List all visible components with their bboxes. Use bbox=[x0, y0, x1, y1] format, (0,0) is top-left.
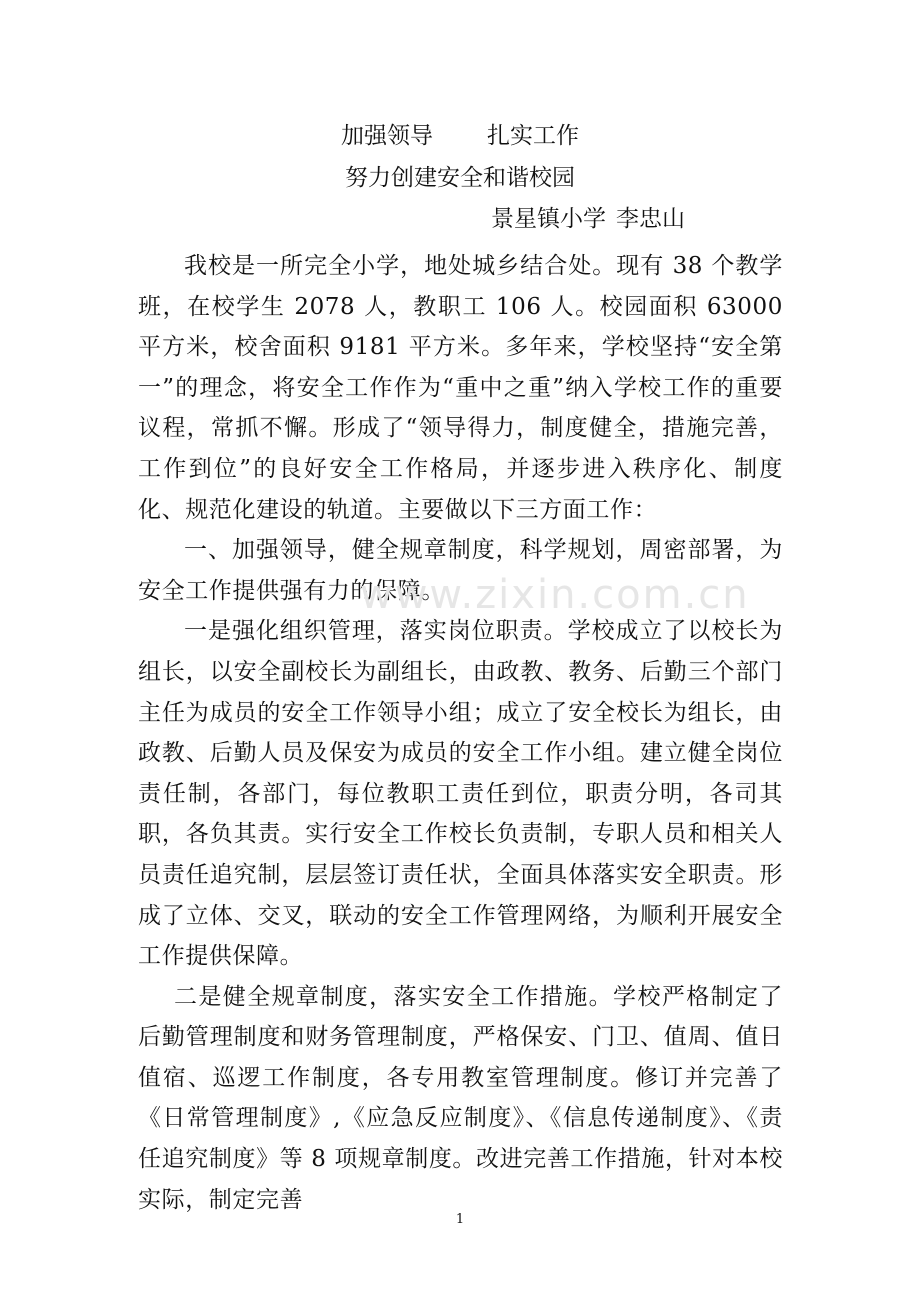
document-title-line2: 努力创建安全和谐校园 bbox=[345, 165, 575, 191]
document-body bbox=[138, 246, 783, 1220]
page-number: 1 bbox=[455, 1212, 465, 1227]
title-part-2: 扎实工作 bbox=[487, 123, 579, 149]
title-part-1: 加强领导 bbox=[341, 123, 433, 149]
author-line bbox=[491, 204, 685, 234]
author-name: 李忠山 bbox=[616, 206, 685, 232]
watermark: www.zixin.com.cn bbox=[360, 572, 750, 618]
paragraph-regulations: 二是健全规章制度，落实安全工作措施。学校严格制定了后勤管理制度和财务管理制度，严格保安、门卫、值周、值日值宿、巡逻工作制度，各专用教室管理制度。修订并完善了《日常管理制度》,《应急反应制度》、《信息传递制度》、《责任追究制度》等 8 项规章制度。改进完善工作措施，针对本校实际，制定完善 bbox=[138, 983, 783, 1213]
author-school: 景星镇小学 bbox=[491, 206, 606, 232]
document-title-line1 bbox=[0, 121, 920, 151]
paragraph-intro: 我校是一所完全小学，地处城乡结合处。现有 38 个教学班，在校学生 2078 人，教职工 106 人。校园面积 63000 平方米，校舍面积 9181 平方米。多年来，学校坚持“安全第一”的理念，将安全工作作为“重中之重”纳入学校工作的重要议程，常抓不懈。形成了“领导得力，制度健全，措施完善，工作到位”的良好安全工作格局，并逐步进入秩序化、制度化、规范化建设的轨道。主要做以下三方面工作： bbox=[138, 253, 783, 523]
paragraph-organization: 一是强化组织管理，落实岗位职责。学校成立了以校长为组长，以安全副校长为副组长，由政教、教务、后勤三个部门主任为成员的安全工作领导小组；成立了安全校长为组长，由政教、后勤人员及保安为成员的安全工作小组。建立健全岗位责任制，各部门，每位教职工责任到位，职责分明，各司其职，各负其责。实行安全工作校长负责制，专职人员和相关人员责任追究制，层层签订责任状，全面具体落实安全职责。形成了立体、交叉，联动的安全工作管理网络，为顺利开展安全工作提供保障。 bbox=[138, 618, 783, 970]
paragraph-section-heading: 一、加强领导，健全规章制度，科学规划，周密部署，为安全工作提供强有力的保障。 bbox=[138, 537, 783, 604]
